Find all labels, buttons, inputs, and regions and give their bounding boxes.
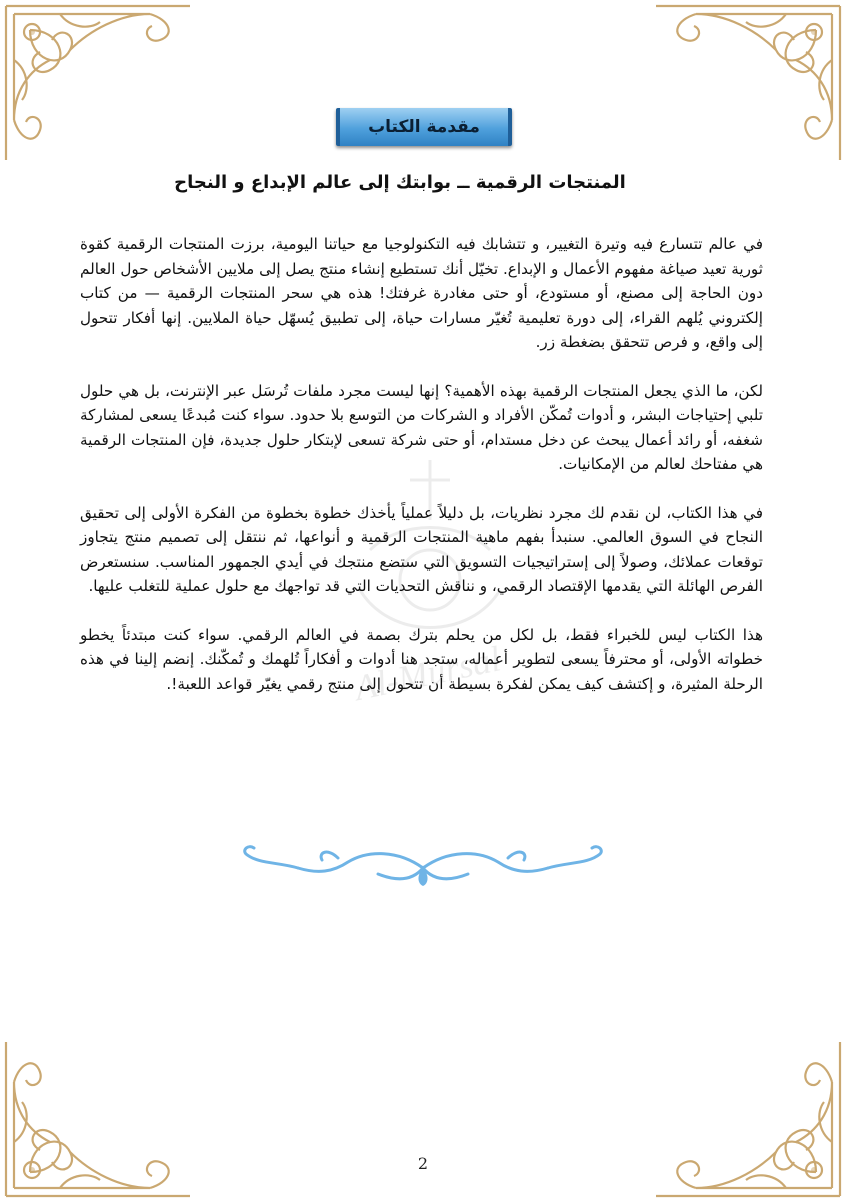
corner-ornament-bottom-right bbox=[646, 1032, 846, 1202]
corner-ornament-bottom-left bbox=[0, 1032, 200, 1202]
page-number: 2 bbox=[417, 1154, 429, 1173]
body-text bbox=[80, 232, 763, 720]
paragraph: في هذا الكتاب، لن نقدم لك مجرد نظريات، بل دليلاً عملياً يأخذك خطوة بخطوة من الفكرة الأولى إلى تحقيق النجاح في السوق العالمي. سنبدأ بفهم ماهية المنتجات الرقمية و أنواعها، ثم ننتقل إلى تصميم منتج يتجاوز توقعات عملائك، وصولاً إلى إستراتيجيات التسويق التي ستضع منتجك في أيدي الجمهور المناسب. سنستعرض الفرص الهائلة التي يقدمها الإقتصاد الرقمي، و نناقش التحديات التي قد تواجهك مع حلول عملية للتغلب عليها. bbox=[80, 503, 763, 595]
chapter-title-label: مقدمة الكتاب bbox=[368, 117, 480, 137]
paragraph: لكن، ما الذي يجعل المنتجات الرقمية بهذه الأهمية؟ إنها ليست مجرد ملفات تُرسَل عبر الإنترنت، بل هي حلول تلبي إحتياجات البشر، و أدوات تُمكّن الأفراد و الشركات من التوسع بلا حدود. سواء كنت مُبدعًا يسعى لمشاركة شغفه، أو رائد أعمال يبحث عن دخل مستدام، أو حتى شركة تسعى لإبتكار حلول جديدة، فإن المنتجات الرقمية هي مفتاحك لعالم من الإمكانيات. bbox=[80, 381, 763, 473]
corner-ornament-top-right bbox=[646, 0, 846, 170]
paragraph: هذا الكتاب ليس للخبراء فقط، بل لكل من يحلم بترك بصمة في العالم الرقمي. سواء كنت مبتدئاً يخطو خطواته الأولى، أو محترفاً يسعى لتطوير أعماله، ستجد هنا أدوات و أفكاراً تُلهمك و تُمكّنك. إنضم إلينا في هذه الرحلة المثيرة، و إكتشف كيف يمكن لفكرة بسيطة أن تتحول إلى منتج رقمي يغيّر قواعد اللعبة!. bbox=[80, 625, 763, 693]
chapter-title-badge bbox=[336, 108, 512, 146]
paragraph: في عالم تتسارع فيه وتيرة التغيير، و تتشابك فيه التكنولوجيا مع حياتنا اليومية، برزت المنتجات الرقمية كقوة ثورية تعيد صياغة مفهوم الأعمال و الإبداع. تخيّل أنك تستطيع إنشاء منتج يصل إلى ملايين الأشخاص حول العالم دون الحاجة إلى مصنع، أو مستودع، أو حتى مغادرة غرفتك! هذه هي سحر المنتجات الرقمية — من كتاب إلكتروني يُلهم القراء، إلى دورة تعليمية تُغيّر مسارات حياة، إلى تطبيق يُسهّل حياة الملايين. إنها أفكار تتحول إلى واقع، و فرص تتحقق بضغطة زر. bbox=[79, 235, 763, 351]
page-subtitle: المنتجات الرقمية ــ بوابتك إلى عالم الإبداع و النجاح bbox=[174, 172, 626, 193]
decorative-divider bbox=[238, 840, 608, 890]
corner-ornament-top-left bbox=[0, 0, 200, 170]
watermark-text: Al-Mursal bbox=[350, 638, 505, 709]
